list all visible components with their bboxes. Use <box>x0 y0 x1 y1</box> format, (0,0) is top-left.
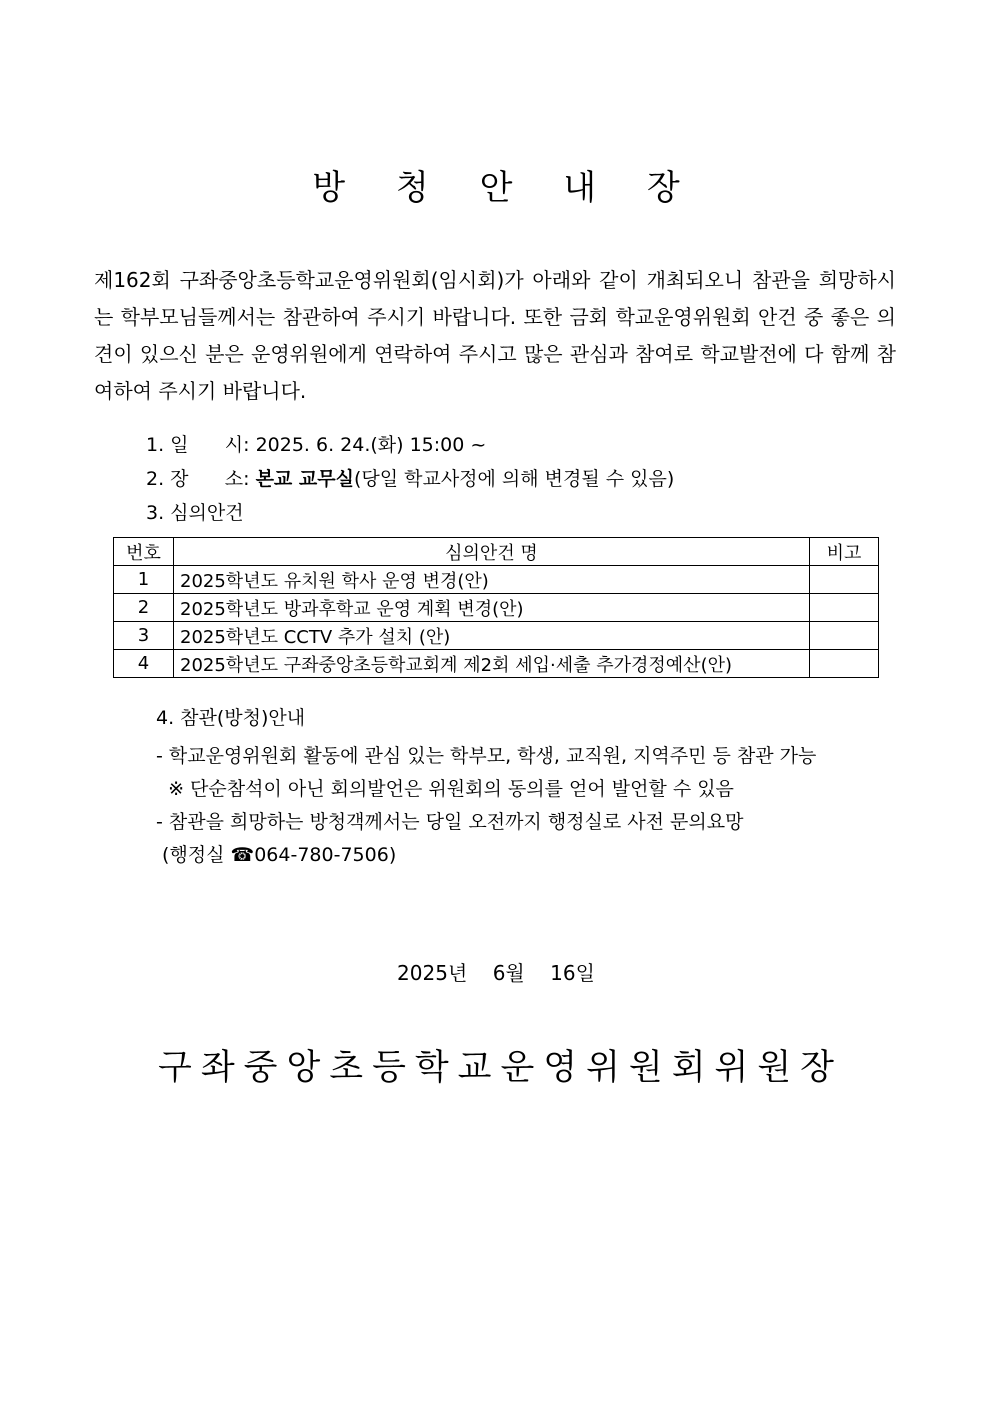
row-name: 2025학년도 구좌중앙초등학교회계 제2회 세입·세출 추가경정예산(안) <box>174 650 810 678</box>
row-name: 2025학년도 유치원 학사 운영 변경(안) <box>174 566 810 594</box>
table-row <box>114 566 879 594</box>
row-no: 1 <box>114 566 174 594</box>
table-header-row <box>114 538 879 566</box>
table-row <box>114 594 879 622</box>
date-label: 1. 일 시: <box>146 434 256 456</box>
row-no: 4 <box>114 650 174 678</box>
place-label: 2. 장 소: <box>146 468 256 490</box>
place-note: (당일 학교사정에 의해 변경될 수 있음) <box>353 468 675 490</box>
note-line: ※ 단순참석이 아닌 회의발언은 위원회의 동의를 얻어 발언할 수 있음 <box>156 778 734 800</box>
table-row <box>114 622 879 650</box>
date-value: 2025. 6. 24.(화) 15:00 ~ <box>255 434 487 456</box>
meeting-info <box>146 428 674 530</box>
header-no: 번호 <box>114 538 174 566</box>
row-name: 2025학년도 방과후학교 운영 계획 변경(안) <box>174 594 810 622</box>
header-name: 심의안건 명 <box>174 538 810 566</box>
place-value: 본교 교무실 <box>255 468 354 490</box>
issue-date: 2025년 6월 16일 <box>397 961 595 985</box>
signature-title: 구좌중앙초등학교운영위원회위원장 <box>158 1048 843 1088</box>
row-remark <box>810 622 879 650</box>
office-phone: (행정실 ☎064-780-7506) <box>156 844 397 866</box>
row-remark <box>810 566 879 594</box>
row-name: 2025학년도 CCTV 추가 설치 (안) <box>174 622 810 650</box>
row-remark <box>810 650 879 678</box>
meeting-place <box>146 462 674 496</box>
meeting-date <box>146 428 674 462</box>
row-no: 3 <box>114 622 174 650</box>
row-remark <box>810 594 879 622</box>
row-no: 2 <box>114 594 174 622</box>
section4-title: 4. 참관(방청)안내 <box>156 707 306 729</box>
table-row <box>114 650 879 678</box>
agenda-label: 3. 심의안건 <box>146 502 244 524</box>
note-line: - 참관을 희망하는 방청객께서는 당일 오전까지 행정실로 사전 문의요망 <box>156 811 744 833</box>
note-line: - 학교운영위원회 활동에 관심 있는 학부모, 학생, 교직원, 지역주민 등 참관 가능 <box>156 745 817 767</box>
document-title: 방 청 안 내 장 <box>312 168 700 208</box>
header-remark: 비고 <box>810 538 879 566</box>
agenda-table <box>113 537 879 678</box>
section4-notes <box>156 740 816 872</box>
intro-paragraph: 제162회 구좌중앙초등학교운영위원회(임시회)가 아래와 같이 개최되오니 참관을 희망하시는 학부모님들께서는 참관하여 주시기 바랍니다. 또한 금회 학교운영위원회 안건 중 좋은 의견이 있으신 분은 운영위원에게 연락하여 주시고 많은 관심과 참여로 학교발전에 다 함께 참여하여 주시기 바랍니다. <box>94 268 896 403</box>
